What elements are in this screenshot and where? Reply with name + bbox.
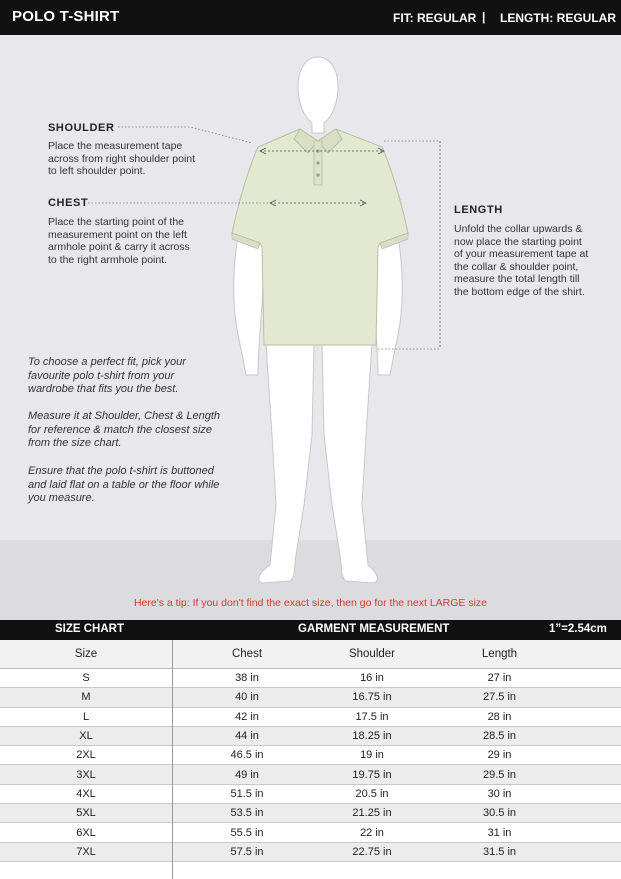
table-column-divider xyxy=(172,640,173,879)
table-row xyxy=(0,727,621,746)
length-cell: 30 in xyxy=(487,787,512,800)
garment-measurement-label: GARMENT MEASUREMENT xyxy=(298,623,450,635)
header-separator: | xyxy=(482,10,486,24)
unit-conversion-label: 1”=2.54cm xyxy=(549,623,607,635)
shoulder-cell: 18.25 in xyxy=(352,730,392,743)
table-row xyxy=(0,785,621,804)
size-cell: 5XL xyxy=(76,807,96,820)
table-header-row xyxy=(0,640,621,669)
fit-label: FIT: REGULAR xyxy=(393,11,477,25)
size-cell: 4XL xyxy=(76,787,96,800)
shoulder-cell: 19.75 in xyxy=(352,768,392,781)
chest-cell: 51.5 in xyxy=(230,787,264,800)
chest-cell: 49 in xyxy=(235,768,259,781)
table-row xyxy=(0,688,621,707)
size-chart-label: SIZE CHART xyxy=(55,623,124,635)
size-tip-red: Here's a tip: If you don't find the exact size, then go for the next LARGE size xyxy=(133,597,488,609)
length-heading: LENGTH xyxy=(454,204,503,216)
shoulder-cell: 22 in xyxy=(360,826,384,839)
length-cell: 27 in xyxy=(487,672,512,685)
chest-cell: 40 in xyxy=(235,691,259,704)
table-row xyxy=(0,669,621,688)
size-table xyxy=(0,640,621,862)
fit-tip-paragraph-3: Ensure that the polo t-shirt is buttoned and laid flat on a table or the floor while you measure. xyxy=(28,465,220,504)
length-label: LENGTH: REGULAR xyxy=(500,11,616,25)
size-cell: XL xyxy=(79,730,93,743)
table-row xyxy=(0,708,621,727)
chest-cell: 53.5 in xyxy=(230,807,264,820)
length-cell: 30.5 in xyxy=(482,807,517,820)
chest-cell: 42 in xyxy=(235,710,259,723)
length-cell: 31.5 in xyxy=(482,845,517,858)
chest-cell: 44 in xyxy=(235,730,259,743)
length-cell: 31 in xyxy=(487,826,512,839)
shoulder-heading: SHOULDER xyxy=(48,122,115,134)
chest-cell: 46.5 in xyxy=(230,749,264,762)
chest-heading: CHEST xyxy=(48,197,89,209)
page-title: POLO T-SHIRT xyxy=(12,8,120,25)
shoulder-description: Place the measurement tape across from right shoulder point to left shoulder point. xyxy=(48,140,196,177)
header-length: Length xyxy=(481,648,518,660)
size-chart-bar xyxy=(0,620,621,640)
size-cell: 2XL xyxy=(76,749,96,762)
chest-cell: 55.5 in xyxy=(230,826,264,839)
shoulder-cell: 21.25 in xyxy=(352,807,392,820)
table-row xyxy=(0,804,621,823)
measurement-illustration xyxy=(0,35,621,620)
length-description: Unfold the collar upwards & now place the starting point of your measurement tape at the collar & shoulder point, measure the total length till the bottom edge of the shirt. xyxy=(454,223,589,298)
table-row xyxy=(0,843,621,862)
size-cell: S xyxy=(82,672,90,685)
shoulder-cell: 19 in xyxy=(360,749,384,762)
header-bar xyxy=(0,0,621,35)
shoulder-cell: 16.75 in xyxy=(352,691,392,704)
length-cell: 28 in xyxy=(487,710,512,723)
length-cell: 27.5 in xyxy=(482,691,517,704)
table-row xyxy=(0,765,621,784)
header-size: Size xyxy=(74,648,98,660)
table-row xyxy=(0,823,621,842)
size-cell: 7XL xyxy=(76,845,96,858)
shoulder-cell: 20.5 in xyxy=(355,787,389,800)
size-cell: L xyxy=(82,710,90,723)
chest-cell: 57.5 in xyxy=(230,845,264,858)
length-cell: 28.5 in xyxy=(482,730,517,743)
table-row xyxy=(0,746,621,765)
length-cell: 29 in xyxy=(487,749,512,762)
chest-description: Place the starting point of the measurement point on the left armhole point & carry it across to the right armhole point. xyxy=(48,216,190,266)
header-chest: Chest xyxy=(231,648,263,660)
shoulder-cell: 16 in xyxy=(360,672,384,685)
size-cell: M xyxy=(81,691,91,704)
shoulder-cell: 22.75 in xyxy=(352,845,392,858)
fit-tip-paragraph-1: To choose a perfect fit, pick your favourite polo t-shirt from your wardrobe that fits you the best. xyxy=(28,356,186,395)
length-cell: 29.5 in xyxy=(482,768,517,781)
chest-cell: 38 in xyxy=(235,672,259,685)
size-cell: 6XL xyxy=(76,826,96,839)
fit-tip-paragraph-2: Measure it at Shoulder, Chest & Length for reference & match the closest size from the size chart. xyxy=(28,410,221,449)
table-body xyxy=(0,669,621,862)
shoulder-cell: 17.5 in xyxy=(355,710,389,723)
size-cell: 3XL xyxy=(76,768,96,781)
header-shoulder: Shoulder xyxy=(348,648,396,660)
